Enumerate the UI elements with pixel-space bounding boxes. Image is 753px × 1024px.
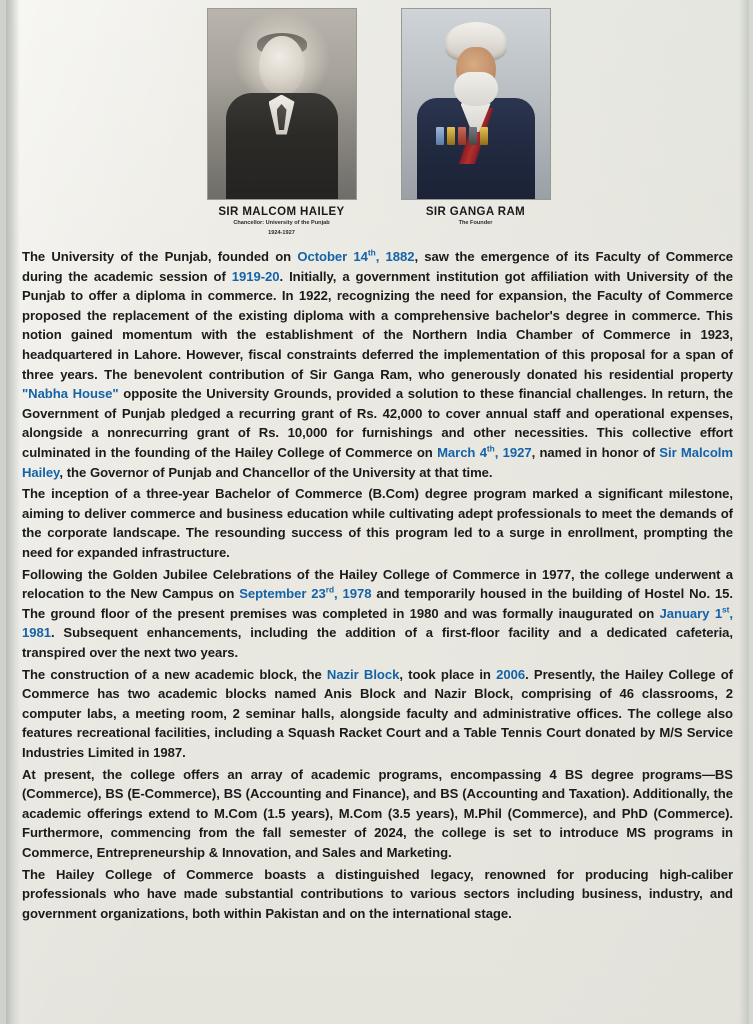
p1-date-founded-sup: th [367,247,376,258]
portrait-name-ganga-ram: SIR GANGA RAM [425,206,526,218]
portrait-subtitle-ganga-ram: The Founder [458,220,493,226]
p1-session: 1919-20 [231,268,280,284]
portrait-name-hailey: SIR MALCOM HAILEY [218,206,345,218]
p4-seg3: . Presently, the Hailey College of Commerce has two academic blocks named Anis Block and Nazir Block, comprising of 46 classrooms, 2 computer labs, a meeting room, 2 seminar halls, alongside faculty and administrative offices. The college also features recreational facilities, including a Squash Racket Court and a Table Tennis Court donated by M/S Service Industries Limited in 1987. [22,666,733,760]
p3-inauguration-date-sup: st [722,604,730,615]
paragraph-2: The inception of a three-year Bachelor of Commerce (B.Com) degree program marked a significant milestone, aiming to deliver commerce and business education while cultivating adept professionals to meet the demands of the corporate landscape. The resounding success of this program led to a surge in enrollment, prompting the need for expanded infrastructure. [22,486,733,560]
p1-seg5: , named in honor of [531,445,660,461]
paragraph-6: The Hailey College of Commerce boasts a distinguished legacy, renowned for producing high-caliber professionals who have made substantial contributions to various sectors including business, industry, and government organizations, both within Pakistan and on the international stage. [22,866,733,921]
portrait-subtitle-hailey: Chancellor: University of the Punjab [233,220,330,226]
p3-seg3: . Subsequent enhancements, including the addition of a first-floor facility and a dedicated cafeteria, transpired over the next two years. [22,625,733,660]
p1-malcolm-hailey: Sir Malcolm Hailey [22,445,733,480]
p1-nabha-house: "Nabha House" [22,386,119,402]
paragraph-1 [22,247,733,482]
p1-seg1: The University of the Punjab, founded on [22,249,298,265]
p1-founding-date-sup: th [486,443,495,454]
p1-date-founded: October 14 [297,249,368,265]
paragraph-4 [22,665,733,763]
p3-relocation-year: , 1978 [334,586,372,602]
history-text [18,239,739,923]
portrait-years-hailey: 1924-1927 [268,229,295,236]
portrait-hailey [202,8,362,237]
p3-inauguration-year: , 1981 [22,605,733,641]
portrait-ganga-ram [396,8,556,228]
p4-nazir-block: Nazir Block [326,666,400,682]
p4-year-2006: 2006 [496,666,526,682]
p3-relocation-date-sup: rd [325,584,335,595]
p1-seg2: , saw the emergence of its Faculty of Commerce during the academic session of [22,249,733,284]
p4-seg2: , took place in [399,666,497,682]
medals-icon [436,127,488,145]
p1-founding-year: , 1927 [494,445,532,461]
p1-date-founded-year: , 1882 [375,249,415,265]
p1-founding-date: March 4 [437,445,487,461]
p3-relocation-date: September 23 [239,586,326,602]
portrait-photo-ganga-ram-icon [401,8,551,200]
p1-seg6: , the Governor of Punjab and Chancellor of the University at that time. [59,464,493,480]
p3-inauguration-date: January 1 [659,605,723,621]
p1-seg4: opposite the University Grounds, provided a solution to these financial challenges. In return, the Government of Punjab pledged a recurring grant of Rs. 42,000 to cover annual staff and operational expenses, alongside a nonrecurring grant of Rs. 10,000 for furnishings and other necessities. This collective effort culminated in the founding of the Hailey College of Commerce on [22,386,733,461]
paragraph-5: At present, the college offers an array of academic programs, encompassing 4 BS degree programs—BS (Commerce), BS (E-Commerce), BS (Accounting and Finance), and BS (Accounting and Taxation). Additionally, the academic offerings extend to M.Com (1.5 years), M.Com (3.5 years), M.Phil (Commerce), and PhD (Commerce). Furthermore, commencing from the fall semester of 2024, the college is set to introduce MS programs in Commerce, Entrepreneurship & Innovation, and Sales and Marketing. [22,766,733,860]
p4-seg1: The construction of a new academic block, the [22,666,327,682]
paragraph-3 [22,565,733,663]
portrait-photo-hailey-icon [207,8,357,200]
p3-seg2: and temporarily housed in the building of Hostel No. 15. The ground floor of the present premises was completed in 1980 and was formally inaugurated on [22,586,733,621]
p3-seg1: Following the Golden Jubilee Celebrations of the Hailey College of Commerce in 1977, the college underwent a relocation to the New Campus on [22,566,733,602]
p1-seg3: . Initially, a government institution got affiliation with University of the Punjab to offer a diploma in commerce. In 1922, recognizing the need for expansion, the Faculty of Commerce proposed the replacement of the existing diploma with a comprehensive bachelor's degree in commerce. This notion gained momentum with the establishment of the Northern India Chamber of Commerce in 1923, headquartered in Lahore. However, fiscal constraints deferred the implementation of this proposal for a span of three years. The benevolent contribution of Sir Ganga Ram, who generously donated his residential property [22,268,733,382]
portrait-row [18,6,739,239]
